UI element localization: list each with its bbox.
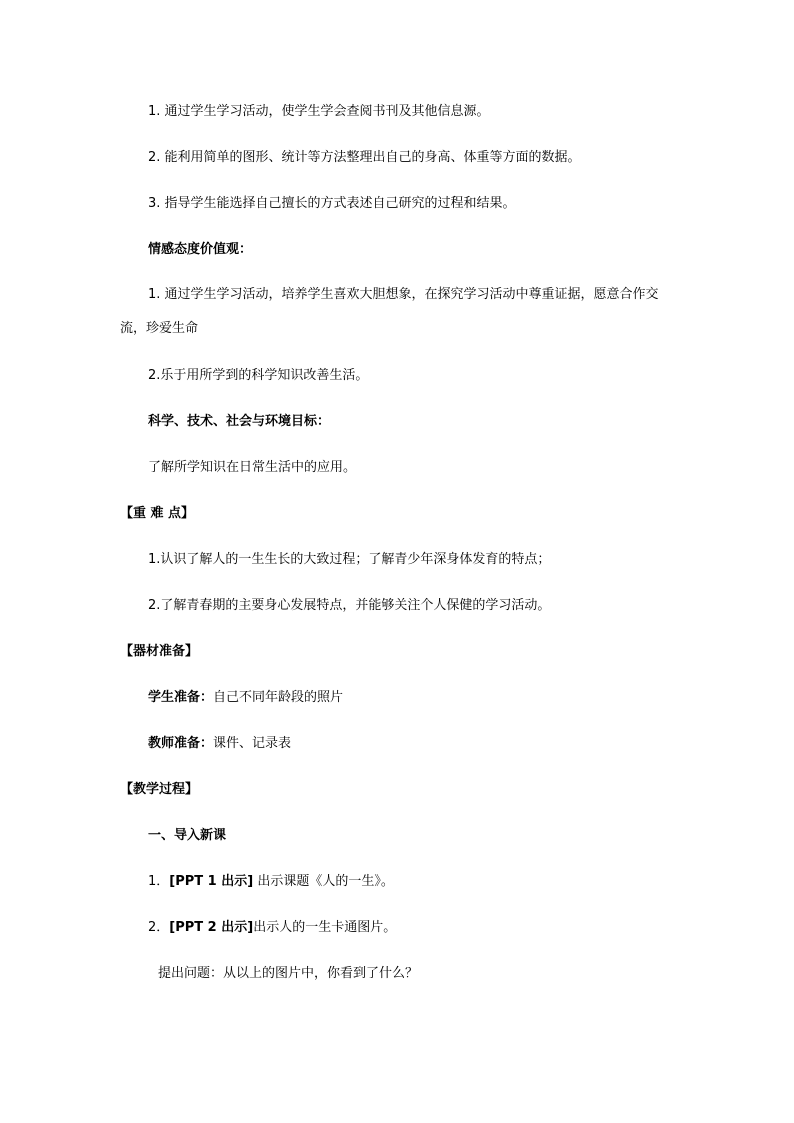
student-preparation-label: 学生准备： bbox=[148, 690, 214, 705]
student-preparation bbox=[148, 688, 343, 708]
step-2-text: 出示人的一生卡通图片。 bbox=[253, 920, 397, 935]
step-1-prefix: 1． bbox=[148, 874, 170, 889]
goal-item-3: 3. 指导学生能选择自己擅长的方式表述自己研究的过程和结果。 bbox=[148, 196, 516, 211]
goal-item-1: 1. 通过学生学习活动，使学生学会查阅书刊及其他信息源。 bbox=[148, 104, 490, 119]
process-step-1 bbox=[148, 872, 394, 892]
process-question: 提出问题：从以上的图片中，你看到了什么？ bbox=[158, 966, 419, 981]
emotion-item-1: 1. 通过学生学习活动，培养学生喜欢大胆想象，在探究学习活动中尊重证据，愿意合作交流，珍爱生命 bbox=[120, 287, 659, 336]
teacher-preparation-text: 课件、记录表 bbox=[213, 736, 292, 751]
goal-item-2: 2. 能利用简单的图形、统计等方法整理出自己的身高、体重等方面的数据。 bbox=[148, 150, 581, 165]
process-heading: 【教学过程】 bbox=[120, 782, 199, 797]
key-point-item-2: 2.了解青春期的主要身心发展特点，并能够关注个人保健的学习活动。 bbox=[148, 598, 551, 613]
student-preparation-text: 自己不同年龄段的照片 bbox=[213, 690, 344, 705]
process-section-1: 一、导入新课 bbox=[148, 828, 227, 843]
teacher-preparation-label: 教师准备： bbox=[148, 736, 214, 751]
sts-heading: 科学、技术、社会与环境目标： bbox=[148, 414, 331, 429]
materials-heading: 【器材准备】 bbox=[120, 644, 199, 659]
emotion-heading: 情感态度价值观： bbox=[148, 242, 253, 257]
teacher-preparation bbox=[148, 734, 291, 754]
step-1-ppt-tag: [PPT 1 出示] bbox=[169, 874, 254, 889]
key-points-heading: 【重 难 点】 bbox=[120, 506, 195, 521]
key-point-item-1: 1.认识了解人的一生生长的大致过程；了解青少年深身体发育的特点； bbox=[148, 552, 551, 567]
sts-text: 了解所学知识在日常生活中的应用。 bbox=[148, 460, 357, 475]
process-step-2 bbox=[148, 918, 396, 938]
step-2-ppt-tag: [PPT 2 出示] bbox=[169, 920, 254, 935]
step-2-prefix: 2． bbox=[148, 920, 170, 935]
emotion-item-2: 2.乐于用所学到的科学知识改善生活。 bbox=[148, 368, 369, 383]
step-1-text: 出示课题《人的一生》。 bbox=[253, 874, 394, 889]
